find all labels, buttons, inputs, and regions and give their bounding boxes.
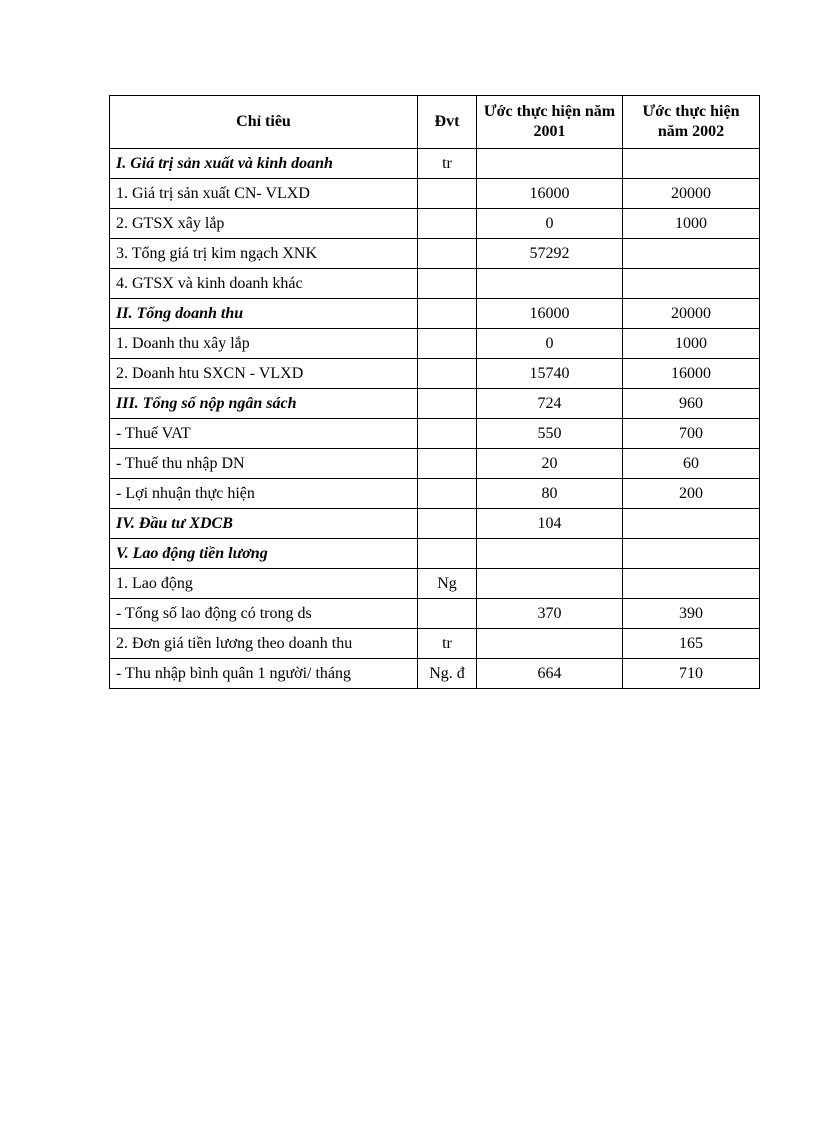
row-value-2002: 1000 xyxy=(623,209,760,239)
row-value-2002: 20000 xyxy=(623,179,760,209)
table-row xyxy=(110,329,760,359)
row-unit xyxy=(418,389,477,419)
row-value-2002 xyxy=(623,269,760,299)
row-label: V. Lao động tiền lương xyxy=(110,539,418,569)
row-label: - Thu nhập bình quân 1 người/ tháng xyxy=(110,659,418,689)
table-row xyxy=(110,479,760,509)
table-row xyxy=(110,629,760,659)
row-unit: tr xyxy=(418,629,477,659)
row-label: I. Giá trị sản xuất và kinh doanh xyxy=(110,149,418,179)
table-row xyxy=(110,419,760,449)
row-value-2001 xyxy=(477,629,623,659)
header-row xyxy=(110,96,760,149)
table-row xyxy=(110,539,760,569)
row-value-2001: 104 xyxy=(477,509,623,539)
row-unit xyxy=(418,479,477,509)
table-row xyxy=(110,299,760,329)
row-unit: Ng xyxy=(418,569,477,599)
header-2002: Ước thực hiện năm 2002 xyxy=(623,96,760,149)
row-value-2002: 700 xyxy=(623,419,760,449)
row-unit xyxy=(418,539,477,569)
row-value-2001: 0 xyxy=(477,209,623,239)
row-value-2001 xyxy=(477,149,623,179)
row-value-2002: 960 xyxy=(623,389,760,419)
row-value-2002 xyxy=(623,569,760,599)
table-row xyxy=(110,659,760,689)
row-unit xyxy=(418,269,477,299)
row-value-2001 xyxy=(477,539,623,569)
row-unit xyxy=(418,209,477,239)
row-unit xyxy=(418,329,477,359)
row-label: - Thuế thu nhập DN xyxy=(110,449,418,479)
row-unit xyxy=(418,419,477,449)
row-value-2001: 550 xyxy=(477,419,623,449)
header-2001: Ước thực hiện năm 2001 xyxy=(477,96,623,149)
row-unit xyxy=(418,599,477,629)
row-value-2002: 390 xyxy=(623,599,760,629)
row-value-2002 xyxy=(623,539,760,569)
row-label: - Thuế VAT xyxy=(110,419,418,449)
header-unit: Đvt xyxy=(418,96,477,149)
table-row xyxy=(110,569,760,599)
row-value-2002 xyxy=(623,149,760,179)
table-row xyxy=(110,269,760,299)
row-value-2002: 710 xyxy=(623,659,760,689)
row-unit: tr xyxy=(418,149,477,179)
row-value-2001: 664 xyxy=(477,659,623,689)
header-indicator: Chỉ tiêu xyxy=(110,96,418,149)
row-label: IV. Đầu tư XDCB xyxy=(110,509,418,539)
row-label: III. Tổng số nộp ngân sách xyxy=(110,389,418,419)
row-value-2002 xyxy=(623,509,760,539)
row-value-2001: 20 xyxy=(477,449,623,479)
row-label: - Tổng số lao động có trong ds xyxy=(110,599,418,629)
row-unit xyxy=(418,359,477,389)
row-label: 1. Giá trị sản xuất CN- VLXD xyxy=(110,179,418,209)
row-value-2002: 1000 xyxy=(623,329,760,359)
row-value-2002: 200 xyxy=(623,479,760,509)
table-row xyxy=(110,359,760,389)
row-label: - Lợi nhuận thực hiện xyxy=(110,479,418,509)
row-value-2001: 16000 xyxy=(477,179,623,209)
row-value-2001: 15740 xyxy=(477,359,623,389)
table-row xyxy=(110,449,760,479)
row-unit: Ng. đ xyxy=(418,659,477,689)
row-value-2002: 165 xyxy=(623,629,760,659)
table-row xyxy=(110,389,760,419)
row-value-2001: 0 xyxy=(477,329,623,359)
row-unit xyxy=(418,509,477,539)
table-row xyxy=(110,509,760,539)
row-label: 2. GTSX xây lắp xyxy=(110,209,418,239)
row-value-2002 xyxy=(623,239,760,269)
table-body xyxy=(110,149,760,689)
row-unit xyxy=(418,449,477,479)
table-row xyxy=(110,179,760,209)
row-value-2001 xyxy=(477,269,623,299)
row-value-2001: 370 xyxy=(477,599,623,629)
row-label: 2. Doanh htu SXCN - VLXD xyxy=(110,359,418,389)
row-label: 2. Đơn giá tiền lương theo doanh thu xyxy=(110,629,418,659)
row-label: 1. Lao động xyxy=(110,569,418,599)
table-row xyxy=(110,239,760,269)
row-label: II. Tổng doanh thu xyxy=(110,299,418,329)
row-value-2002: 20000 xyxy=(623,299,760,329)
table-row xyxy=(110,149,760,179)
row-value-2001 xyxy=(477,569,623,599)
row-label: 4. GTSX và kinh doanh khác xyxy=(110,269,418,299)
table-header xyxy=(110,96,760,149)
row-value-2001: 57292 xyxy=(477,239,623,269)
row-value-2001: 724 xyxy=(477,389,623,419)
row-label: 1. Doanh thu xây lắp xyxy=(110,329,418,359)
table-row xyxy=(110,209,760,239)
report-table xyxy=(109,95,760,689)
table-row xyxy=(110,599,760,629)
row-unit xyxy=(418,299,477,329)
row-unit xyxy=(418,239,477,269)
row-value-2002: 16000 xyxy=(623,359,760,389)
row-value-2001: 80 xyxy=(477,479,623,509)
row-label: 3. Tổng giá trị kim ngạch XNK xyxy=(110,239,418,269)
row-unit xyxy=(418,179,477,209)
row-value-2002: 60 xyxy=(623,449,760,479)
row-value-2001: 16000 xyxy=(477,299,623,329)
